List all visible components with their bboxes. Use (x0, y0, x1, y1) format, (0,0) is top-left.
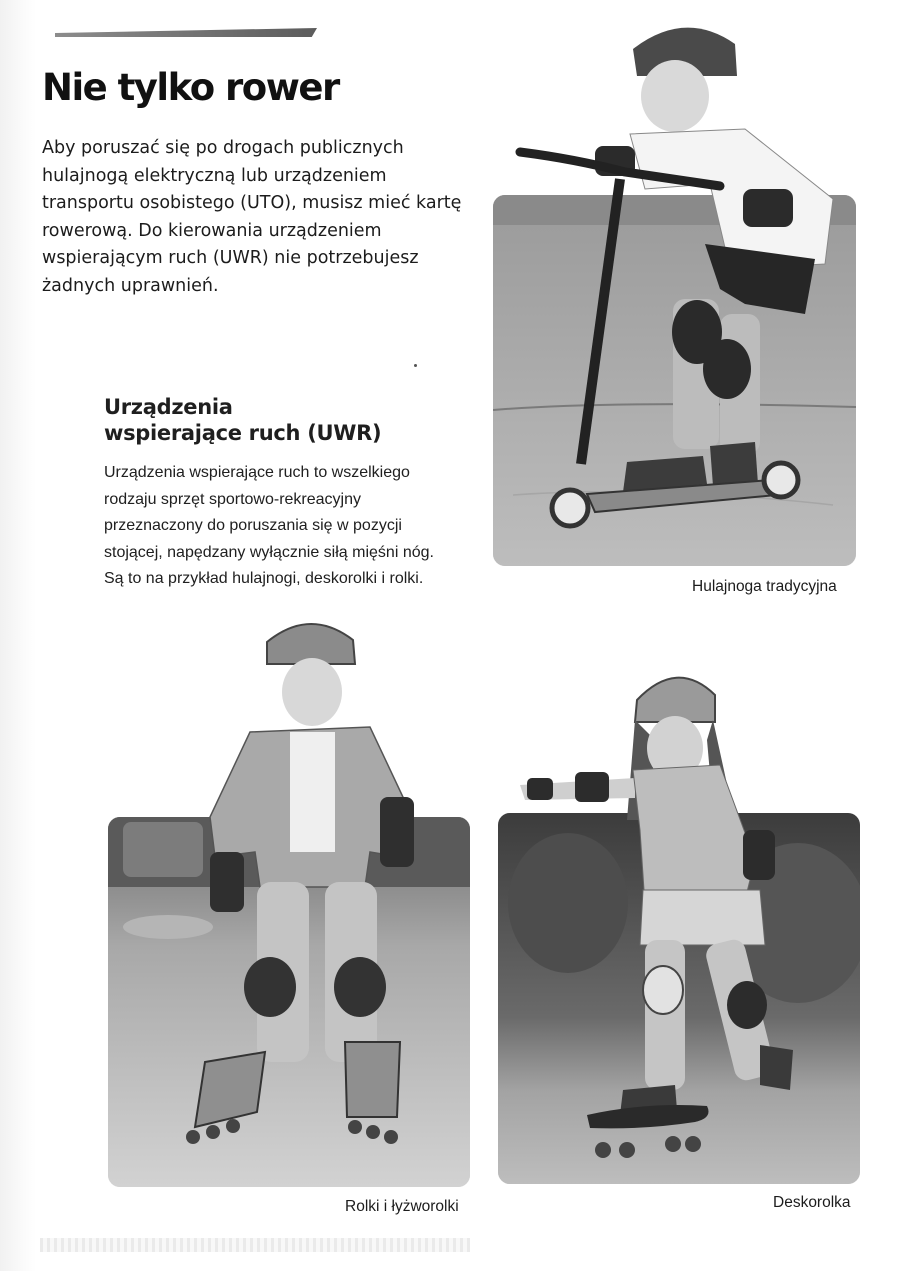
scooter-caption: Hulajnoga tradycyjna (692, 578, 837, 595)
skateboard-caption: Deskorolka (773, 1194, 851, 1211)
page-edge-shadow (0, 0, 36, 1271)
scooter-boy-figure (515, 14, 845, 539)
page-title: Nie tylko rower (42, 66, 339, 109)
skates-caption: Rolki i łyżworolki (345, 1198, 459, 1215)
skateboarder-girl-figure (515, 660, 805, 1165)
section-heading (104, 394, 381, 446)
intro-paragraph: Aby poruszać się po drogach publicznych hulajnogą elektryczną lub urządzeniem transportu osobistego (UTO), musisz mieć kartę rowerową. Do kierowania urządzeniem wspierającym ruch (UWR) nie potrzebujesz żadnych uprawnień. (42, 138, 462, 296)
page-bottom-edge (40, 1238, 470, 1252)
section-heading-line-2: wspierające ruch (UWR) (104, 421, 382, 445)
section-paragraph: Urządzenia wspierające ruch to wszelkiego rodzaju sprzęt sportowo-rekreacyjny przeznaczony do poruszania się w pozycji stojącej, napędzany wyłącznie siłą mięśni nóg. Są to na przykład hulajnogi, deskorolki i rolki. (104, 464, 434, 587)
print-speck (414, 364, 417, 367)
header-accent-bar (55, 28, 317, 37)
skater-girl-figure (175, 612, 435, 1160)
section-heading-line-1: Urządzenia (104, 395, 233, 419)
